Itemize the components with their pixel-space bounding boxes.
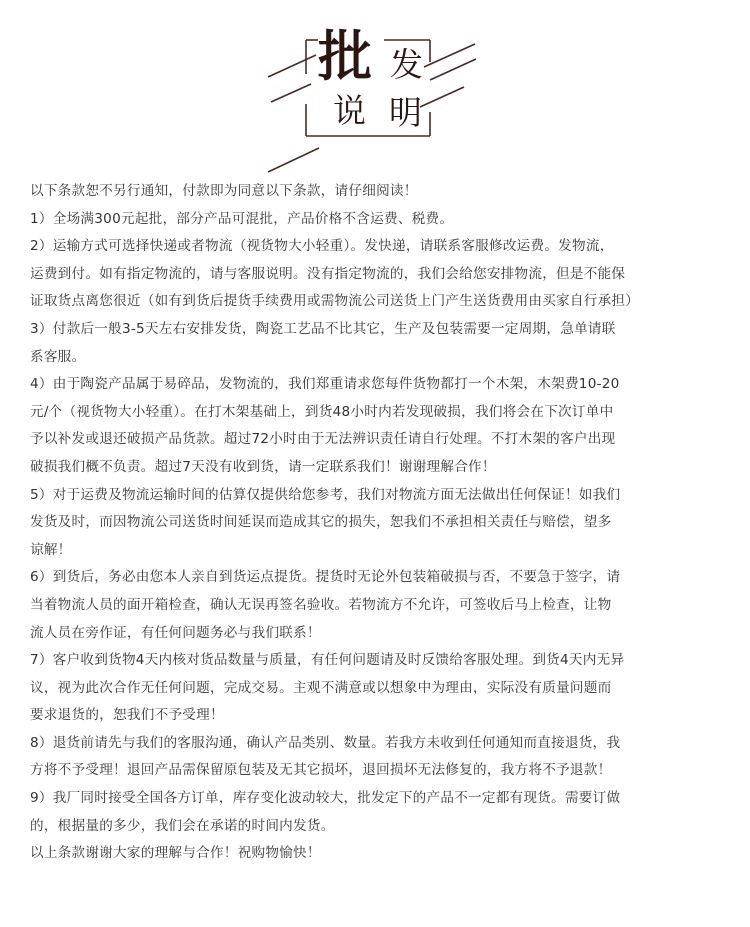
logo-diagonal-line <box>268 148 319 172</box>
terms-line: 破损我们概不负责。超过7天没有收到货，请一定联系我们！谢谢理解合作！ <box>30 458 496 475</box>
title-char-fa: 发 <box>390 45 423 84</box>
terms-line: 6）到货后，务必由您本人亲自到货运点提货。提货时无论外包装箱破损与否，不要急于签字，请 <box>30 569 621 586</box>
title-char-ming: 明 <box>389 93 422 132</box>
terms-line: 运费到付。如有指定物流的，请与客服说明。没有指定物流的，我们会给您安排物流，但是不能保 <box>30 265 626 282</box>
terms-line: 予以补发或退还破损产品货款。超过72小时由于无法辨识责任请自行处理。不打木架的客户出现 <box>30 431 616 448</box>
terms-line: 8）退货前请先与我们的客服沟通，确认产品类别、数量。若我方未收到任何通知而直接退货，我 <box>30 734 621 751</box>
terms-line: 7）客户收到货物4天内核对货品数量与质量，有任何问题请及时反馈给客服处理。到货4天内无异 <box>30 652 625 669</box>
terms-line: 系客服。 <box>30 348 86 365</box>
logo-diagonal-line <box>430 59 476 80</box>
terms-line: 当着物流人员的面开箱检查，确认无误再签名验收。若物流方不允许，可签收后马上检查，让物 <box>30 596 612 613</box>
terms-line: 9）我厂同时接受全国各方订单，库存变化波动较大，批发定下的产品不一定都有现货。需要订做 <box>30 790 621 807</box>
terms-line: 要求退货的，恕我们不予受理！ <box>30 707 224 724</box>
terms-line: 2）运输方式可选择快递或者物流（视货物大小轻重）。发快递，请联系客服修改运费。发物流， <box>30 238 614 255</box>
terms-line: 1）全场满300元起批，部分产品可混批，产品价格不含运费、税费。 <box>30 210 454 227</box>
terms-line: 3）付款后一般3-5天左右安排发货，陶瓷工艺品不比其它，生产及包装需要一定周期，急单请联 <box>30 320 616 337</box>
title-char-shuo: 说 <box>333 91 366 130</box>
terms-closing: 以上条款谢谢大家的理解与合作！祝购物愉快！ <box>30 845 321 862</box>
terms-text-block <box>30 178 742 868</box>
logo-frame <box>0 0 750 175</box>
header-logo <box>0 0 750 175</box>
logo-diagonal-line <box>268 55 316 77</box>
terms-line: 流人员在旁作证，有任何问题务必与我们联系！ <box>30 624 321 641</box>
terms-line: 谅解！ <box>30 541 72 558</box>
terms-line: 方将不予受理！退回产品需保留原包装及无其它损坏，退回损坏无法修复的，我方将不予退款！ <box>30 762 612 779</box>
terms-intro: 以下条款恕不另行通知，付款即为同意以下条款，请仔细阅读！ <box>30 183 418 199</box>
terms-line: 5）对于运费及物流运输时间的估算仅提供给您参考，我们对物流方面无法做出任何保证！如我们 <box>30 486 621 503</box>
logo-diagonal-line <box>271 84 311 102</box>
title-char-pi: 批 <box>318 25 372 88</box>
terms-line: 元/个（视货物大小轻重）。在打木架基础上，到货48小时内若发现破损，我们将会在下次订单中 <box>30 403 614 420</box>
terms-line: 发货及时，而因物流公司送货时间延误而造成其它的损失，恕我们不承担相关责任与赔偿，望多 <box>30 514 612 531</box>
terms-line: 4）由于陶瓷产品属于易碎品，发物流的，我们郑重请求您每件货物都打一个木架，木架费10-20 <box>30 376 620 393</box>
terms-line: 的，根据量的多少，我们会在承诺的时间内发货。 <box>30 817 335 834</box>
terms-line: 议，视为此次合作无任何问题，完成交易。主观不满意或以想象中为理由，实际没有质量问题而 <box>30 679 612 696</box>
logo-diagonal-line <box>420 87 464 107</box>
terms-line: 证取货点离您很近（如有到货后提货手续费用或需物流公司送货上门产生送货费用由买家自行承担） <box>30 293 640 310</box>
